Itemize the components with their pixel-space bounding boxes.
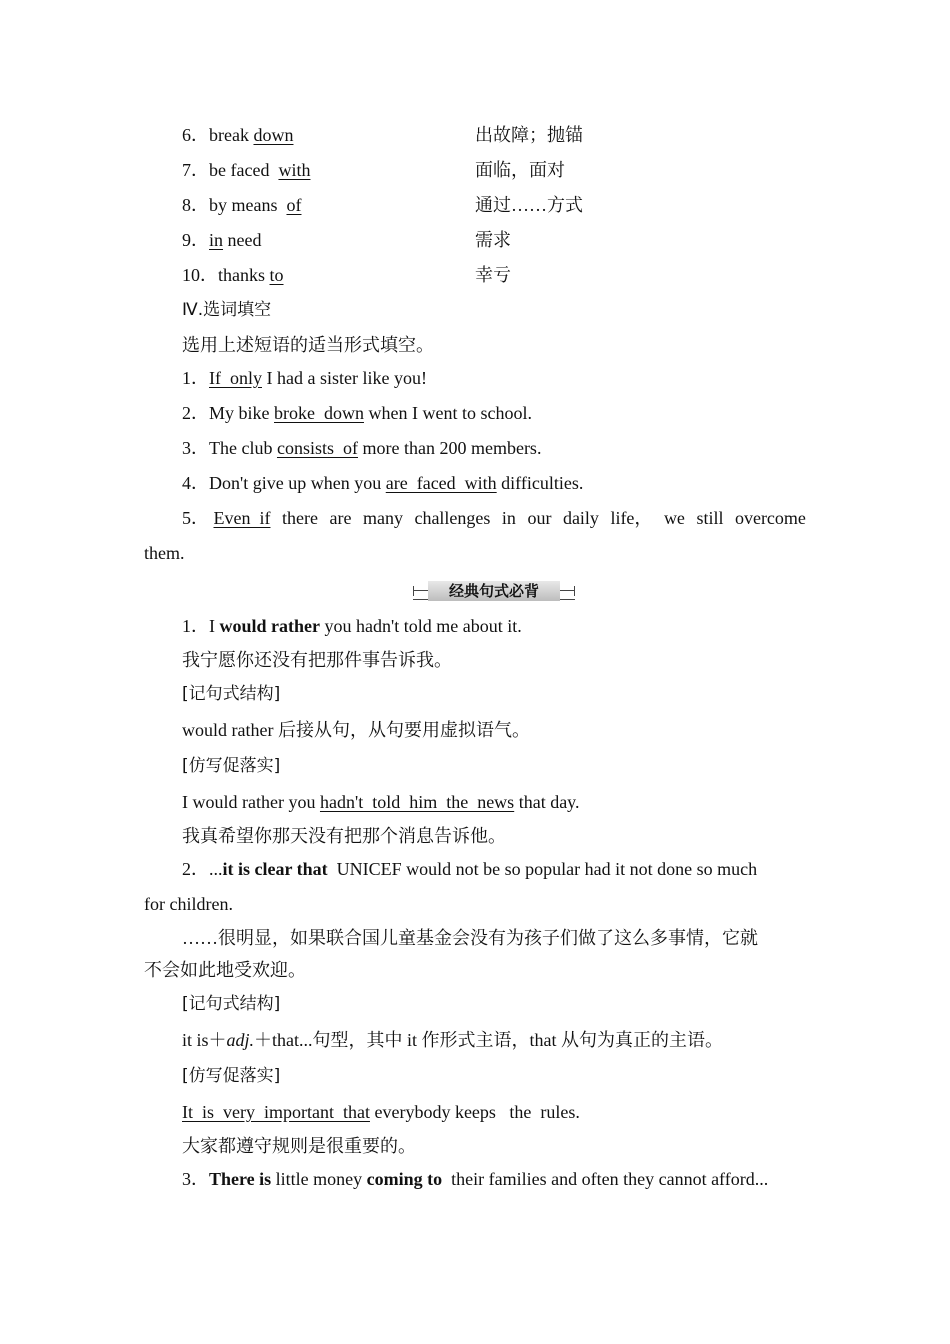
sentence-1: 1．I would rather you hadn't told me about it. <box>182 616 522 636</box>
section-instruction: 选用上述短语的适当形式填空。 <box>182 335 434 355</box>
answer-blank: in <box>209 230 224 250</box>
phrase-meaning-6: 出故障；抛锚 <box>475 125 583 145</box>
structure-note: would rather 后接从句，从句要用虚拟语气。 <box>182 720 530 740</box>
fill-item-1: 1．If only I had a sister like you! <box>182 368 427 388</box>
practice-label: [仿写促落实] <box>182 1066 281 1086</box>
section-title: Ⅳ.选词填空 <box>182 300 272 320</box>
answer-blank: broke down <box>274 403 364 423</box>
section-banner <box>413 580 575 602</box>
answer-blank: are faced with <box>385 473 497 493</box>
phrase-meaning-10: 幸亏 <box>475 265 511 285</box>
sentence-2: 2．...it is clear that UNICEF would not be so popular had it not done so much <box>182 859 758 879</box>
phrase-item-7: 7．be faced with <box>182 160 311 180</box>
answer-blank: consists of <box>276 438 358 458</box>
practice-translation: 大家都遵守规则是很重要的。 <box>182 1136 416 1156</box>
answer-blank: of <box>286 195 302 215</box>
fill-item-5-cont: them. <box>144 543 185 563</box>
answer-blank: hadn't told him the news <box>319 792 515 812</box>
sentence-2-cont: for children. <box>144 894 233 914</box>
answer-blank: If only <box>209 368 262 388</box>
structure-label: [记句式结构] <box>182 684 281 704</box>
practice-sentence: It is very important that everybody keeps the rules. <box>182 1102 580 1122</box>
answer-blank: It is very important that <box>182 1102 370 1122</box>
sentence-3: 3．There is little money coming to their families and often they cannot afford... <box>182 1169 769 1189</box>
practice-label: [仿写促落实] <box>182 756 281 776</box>
phrase-item-9: 9．in need <box>182 230 262 250</box>
structure-label: [记句式结构] <box>182 994 281 1014</box>
phrase-meaning-9: 需求 <box>475 230 511 250</box>
answer-blank: to <box>269 265 284 285</box>
answer-blank: down <box>253 125 294 145</box>
structure-note: it is＋adj.＋that...句型，其中 it 作形式主语，that 从句为真正的主语。 <box>182 1030 724 1050</box>
phrase-item-10: 10．thanks to <box>182 265 284 285</box>
sentence-2-translation-cont: 不会如此地受欢迎。 <box>144 960 306 980</box>
fill-item-4: 4．Don't give up when you are faced with difficulties. <box>182 473 584 493</box>
practice-sentence: I would rather you hadn't told him the news that day. <box>182 792 580 812</box>
phrase-item-6: 6．break down <box>182 125 294 145</box>
phrase-meaning-7: 面临，面对 <box>475 160 565 180</box>
answer-blank: with <box>278 160 311 180</box>
phrase-item-8: 8．by means of <box>182 195 302 215</box>
answer-blank: Even if <box>213 508 271 528</box>
fill-item-3: 3．The club consists of more than 200 members. <box>182 438 542 458</box>
practice-translation: 我真希望你那天没有把那个消息告诉他。 <box>182 826 506 846</box>
banner-title: 经典句式必背 <box>428 581 560 601</box>
fill-item-5: 5． Even if there are many challenges in our daily life， we still overcome <box>182 508 806 528</box>
sentence-2-translation: ……很明显，如果联合国儿童基金会没有为孩子们做了这么多事情，它就 <box>182 928 758 948</box>
fill-item-2: 2．My bike broke down when I went to school. <box>182 403 532 423</box>
sentence-1-translation: 我宁愿你还没有把那件事告诉我。 <box>182 650 452 670</box>
phrase-meaning-8: 通过……方式 <box>475 195 583 215</box>
